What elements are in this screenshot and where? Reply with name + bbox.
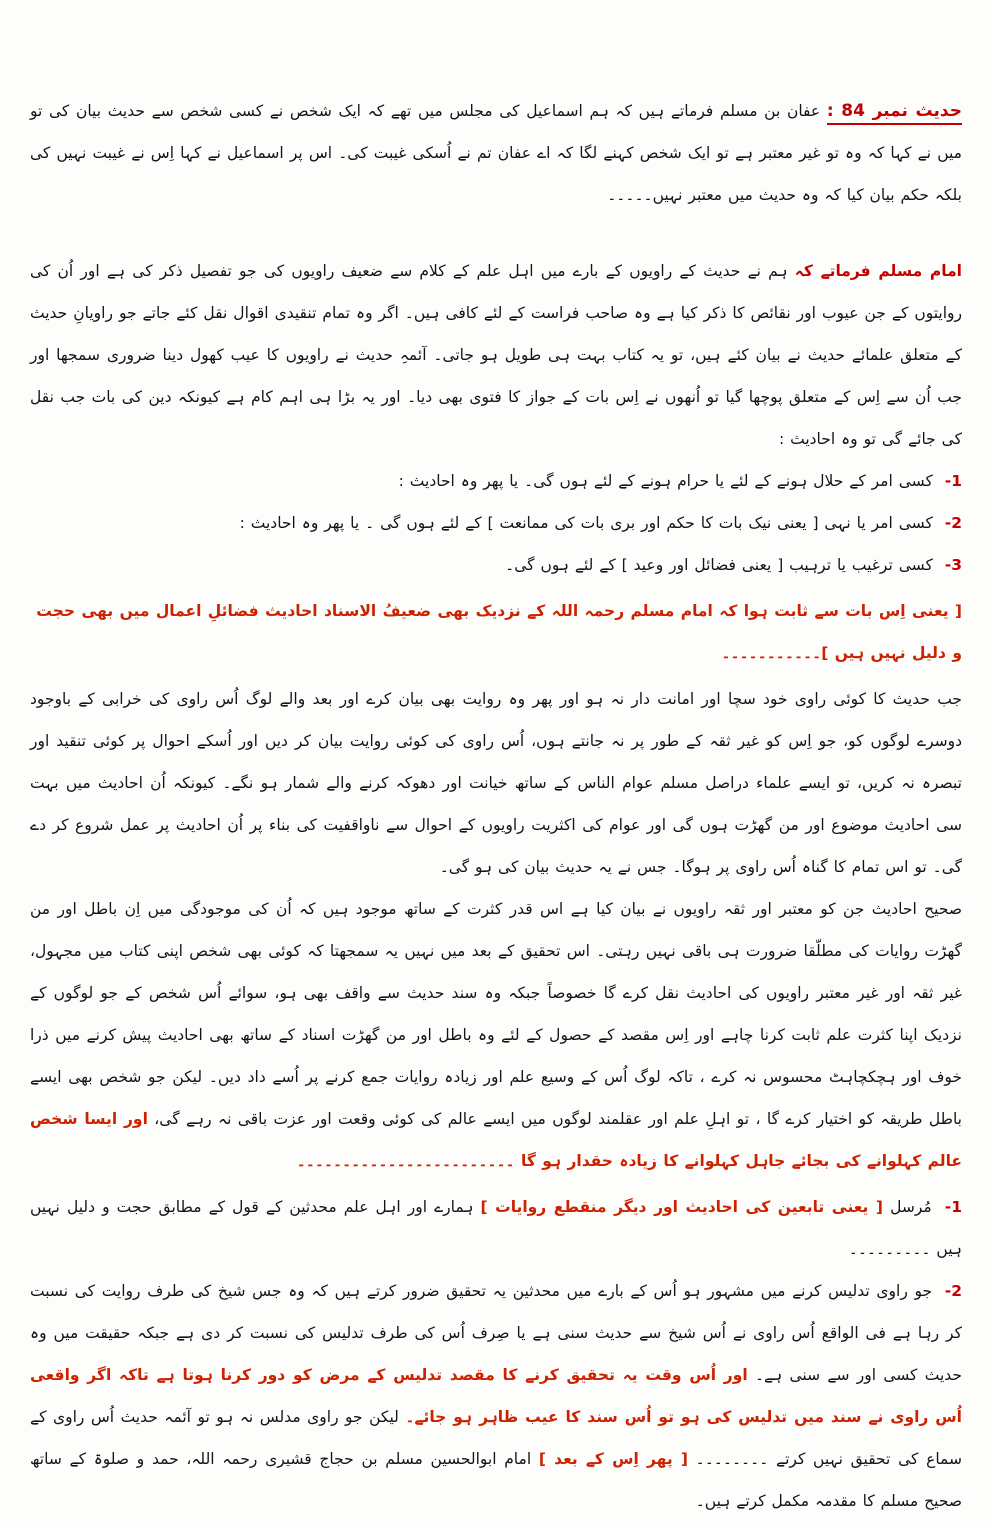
ahadith-type-item-1 xyxy=(30,460,962,502)
tadlees-text-1: جو راوی تدلیس کرنے میں مشہور ہو اُس کے بارے میں محدثین یہ تحقیق ضرور کرتے ہیں کہ وہ جس شیخ کی طرف روایت کی نسبت کر رہا ہے فی الواقع اُس راوی نے اُس شیخ سے حدیث سنی ہے یا صِرف اُس کی طرف تدلیس کی نسبت کر دی ہے جبکہ حقیقت میں وہ حدیث کسی اور سے سنی ہے۔ xyxy=(30,1282,962,1384)
mursal-post-text: ہمارے اور اہل علم محدثین کے قول کے مطابق حجت و دلیل نہیں ہیں ۔۔۔۔۔۔۔۔۔ xyxy=(30,1198,962,1258)
imam-muslim-text: ہم نے حدیث کے راویوں کے بارے میں اہل علم کے کلام سے ضعیف راویوں کی جو تفصیل ذکر کی ہے اور اُن کی روایتوں کے جن عیوب اور نقائص کا ذکر کیا ہے وہ صاحب فراست کے لئے کافی ہیں۔ اگر وہ تمام تنقیدی اقوال نقل کئے جاتے جو راویانِ حدیث کے متعلق علمائے حدیث نے بیان کئے ہیں، تو یہ کتاب بہت ہی طویل ہو جاتی۔ آئمہِ حدیث نے راویوں کا عیب کھول دینا ضروری سمجھا اور جب اُن سے اِس کے متعلق پوچھا گیا تو اُنھوں نے اِس بات کے جواز کا فتوی بھی دیا۔ اور یہ بڑا ہی اہم کام ہے کیونکہ دین کی بات جب نقل کی جائے گی تو وہ احادیث : xyxy=(30,262,962,448)
tadlees-text-2: لیکن جو راوی مدلس نہ ہو تو آئمہ حدیث اُس راوی کے سماع کی تحقیق نہیں کرتے ۔۔۔۔۔۔۔۔ xyxy=(30,1408,962,1468)
sahih-ahadith-paragraph xyxy=(30,888,962,1182)
zaeef-isnad-note-text: [ یعنی اِس بات سے ثابت ہوا کہ امام مسلم رحمہ اللہ کے نزدیک بھی ضعیفُ الاسناد احادیث فضائلِ اعمال میں بھی حجت و دلیل نہیں ہیں ]۔۔۔۔۔۔۔۔۔۔۔ xyxy=(36,602,962,662)
imam-muslim-lead: امام مسلم فرماتے کہ xyxy=(794,262,962,280)
hadith-number-heading: حدیث نمبر 84 : xyxy=(827,101,962,125)
weak-narrator-paragraph xyxy=(30,678,962,888)
item-1-number: 1- xyxy=(944,472,962,490)
phir-is-ke-baad-note: [ پھر اِس کے بعد ] xyxy=(538,1450,688,1468)
tadlees-item xyxy=(30,1270,962,1522)
item-3-text: کسی ترغیب یا ترہیب [ یعنی فضائل اور وعید ] کے لئے ہوں گی۔ xyxy=(505,556,939,574)
item-2-number: 2- xyxy=(944,514,962,532)
mursal-bracket-note: [ یعنی تابعین کی احادیث اور دیگر منقطع روایات ] xyxy=(480,1198,884,1216)
item-1-text: کسی امر کے حلال ہونے کے لئے یا حرام ہونے کے لئے ہوں گی۔ یا پھر وہ احادیث : xyxy=(398,472,939,490)
imam-muslim-paragraph xyxy=(30,250,962,460)
item-2-text: کسی امر یا نہی [ یعنی نیک بات کا حکم اور بری بات کی ممانعت ] کے لئے ہوں گی ۔ یا پھر وہ احادیث : xyxy=(239,514,939,532)
ahadith-type-item-2 xyxy=(30,502,962,544)
mursal-item xyxy=(30,1186,962,1270)
hadith-84-text: عفان بن مسلم فرماتے ہیں کہ ہم اسماعیل کی مجلس میں تھے کہ ایک شخص نے کسی شخص سے حدیث بیان کی تو میں نے کہا کہ وہ تو غیر معتبر ہے تو ایک شخص کہنے لگا کہ اے عفان تم نے اُسکی غیبت کی۔ اس پر اسماعیل نے کہا اِس نے غیبت نہیں کی بلکہ حکم بیان کیا کہ وہ حدیث میں معتبر نہیں۔۔۔۔۔ xyxy=(30,102,962,204)
weak-narrator-text: جب حدیث کا کوئی راوی خود سچا اور امانت دار نہ ہو اور پھر وہ روایت بھی بیان کرے اور بعد والے لوگ اُس راوی کی خرابی کے باوجود دوسرے لوگوں کو، جو اِس کو غیر ثقہ کے طور پر نہ جانتے ہوں، اُس راوی کی کوئی روایت بیان کر دیں اور اُسکے احوال پر کوئی تنقید اور تبصرہ نہ کریں، تو ایسے علماء دراصل مسلم عوام الناس کے ساتھ خیانت اور دھوکہ کرنے والے شمار ہو نگے۔ کیونکہ اُن احادیث میں بہت سی احادیث موضوع اور من گھڑت ہوں گی اور عوام کی اکثریت راویوں کے احوال سے ناواقفیت کی بناء پر اُن احادیث پر عمل شروع کر دے گی۔ تو اس تمام کا گناہ اُس راوی پر ہوگا۔ جس نے یہ حدیث بیان کی ہو گی۔ xyxy=(30,690,962,876)
item-3-number: 3- xyxy=(944,556,962,574)
mursal-pre-text: مُرسل xyxy=(883,1198,939,1216)
jahil-warning-text: اور ایسا شخص عالم کہلوانے کی بجائے جاہل کہلوانے کا زیادہ حقدار ہو گا ۔۔۔۔۔۔۔۔۔۔۔۔۔۔۔۔۔۔۔۔۔۔۔۔ xyxy=(30,1110,962,1170)
ahadith-type-item-3 xyxy=(30,544,962,586)
closing-text: امام ابوالحسین مسلم بن حجاج قشیری رحمہ اللہ، حمد و صلوۃ کے ساتھ صحیح مسلم کا مقدمہ مکمل کرتے ہیں۔ xyxy=(30,1450,962,1510)
tadlees-purpose-note: اور اُس وقت یہ تحقیق کرنے کا مقصد تدلیس کے مرض کو دور کرنا ہوتا ہے تاکہ اگر واقعی اُس راوی نے سند میں تدلیس کی ہو تو اُس سند کا عیب ظاہر ہو جائے۔ xyxy=(30,1366,962,1426)
hadith-84-paragraph xyxy=(30,90,962,216)
sahih-ahadith-text: صحیح احادیث جن کو معتبر اور ثقہ راویوں نے بیان کیا ہے اس قدر کثرت کے ساتھ موجود ہیں کہ اُن کی موجودگی میں اِن باطل اور من گھڑت روایات کی مطلّقا ضرورت ہی باقی نہیں رہتی۔ اس تحقیق کے بعد میں نہیں یہ سمجھتا کہ کوئی بھی شخص اپنی کتاب میں مجہول، غیر ثقہ اور غیر معتبر راویوں کی احادیث نقل کرے گا خصوصاً جبکہ وہ سند حدیث سے واقف بھی ہو، سوائے اُس شخص کے جو لوگوں کے نزدیک اپنا کثرت علم ثابت کرنا چاہے اور اِس مقصد کے حصول کے لئے وہ باطل اور من گھڑت اسناد کے ساتھ بھی احادیث پیش کرنے میں ذرا خوف اور ہچکچاہٹ محسوس نہ کرے ، تاکہ لوگ اُس کے وسیع علم اور زیادہ روایات جمع کرنے پر اُسے داد دیں۔ لیکن جو شخص بھی ایسے باطل طریقہ کو اختیار کرے گا ، تو اہلِ علم اور عقلمند لوگوں میں ایسے عالم کی کوئی وقعت اور عزت باقی نہ رہے گی، xyxy=(30,900,962,1128)
zaeef-isnad-note xyxy=(30,590,962,674)
tadlees-item-number: 2- xyxy=(944,1282,962,1300)
mursal-item-number: 1- xyxy=(944,1198,962,1216)
